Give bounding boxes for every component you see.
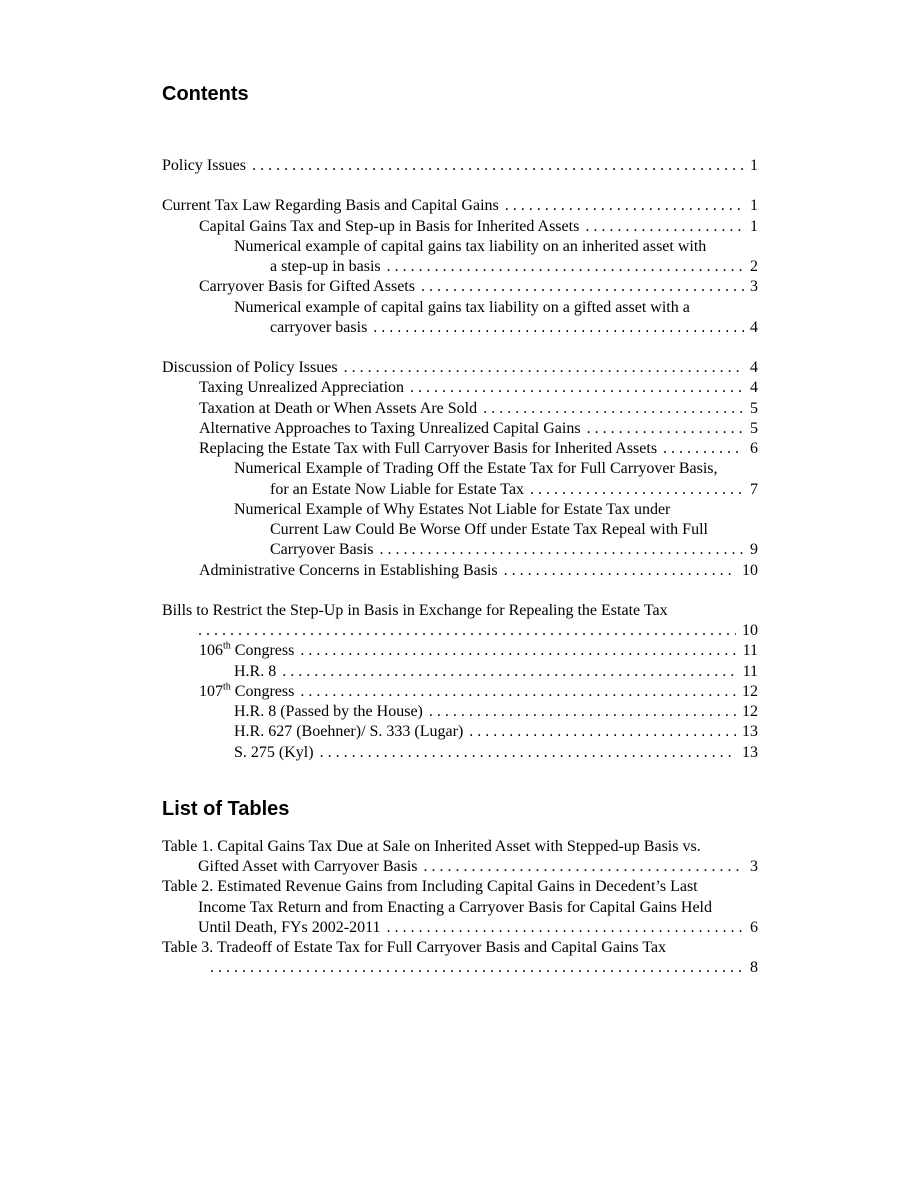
- contents-heading: Contents: [162, 83, 249, 105]
- leader-dots: [505, 196, 744, 216]
- toc-entry-page: 7: [750, 480, 758, 498]
- leader-dots: [421, 277, 744, 297]
- toc-entry-page: 10: [742, 622, 758, 639]
- table-entry-title: Table 3. Tradeoff of Estate Tax for Full Carryover Basis and Capital Gains Tax: [162, 939, 667, 956]
- toc-entry-page: 10: [742, 561, 758, 579]
- toc-entry-page: 6: [750, 440, 758, 457]
- toc-entry[interactable]: [162, 662, 758, 682]
- toc-entry[interactable]: [162, 196, 758, 216]
- toc-entry-title-cont: for an Estate Now Liable for Estate Tax: [270, 480, 525, 498]
- toc-entry-title: Numerical Example of Trading Off the Estate Tax for Full Carryover Basis,: [234, 460, 718, 478]
- toc-entry-title: S. 275 (Kyl): [234, 743, 314, 761]
- toc-entry[interactable]: [162, 702, 758, 722]
- toc-entry-title-cont: Current Law Could Be Worse Off under Estate Tax Repeal with Full: [270, 521, 708, 538]
- toc-entry-title: Carryover Basis for Gifted Assets: [199, 278, 415, 296]
- toc-entry-title: Replacing the Estate Tax with Full Carryover Basis for Inherited Assets: [199, 440, 658, 457]
- leader-dots: [410, 378, 744, 398]
- toc-entry-title-cont: a step-up in basis: [270, 258, 381, 275]
- toc-entry-title: H.R. 8: [234, 662, 277, 680]
- toc-entry-page: 13: [742, 723, 758, 741]
- toc-entry[interactable]: [162, 237, 758, 278]
- toc-entry-page: 4: [750, 379, 758, 397]
- toc-entry[interactable]: [162, 561, 758, 581]
- toc-entry[interactable]: [162, 217, 758, 237]
- toc-entry[interactable]: [162, 682, 758, 702]
- table-entry[interactable]: [162, 938, 758, 979]
- toc-entry-page: 12: [742, 703, 758, 720]
- toc-entry-page: 4: [750, 359, 758, 376]
- toc-entry[interactable]: [162, 358, 758, 378]
- toc-entry-page: 2: [750, 258, 758, 275]
- table-entry-page: 6: [750, 918, 758, 936]
- toc-entry-title: 106th Congress: [199, 640, 295, 660]
- toc-entry-page: 1: [750, 197, 758, 215]
- table-entry-page: 3: [750, 858, 758, 875]
- toc-entry[interactable]: [162, 641, 758, 661]
- toc-entry-page: 11: [742, 662, 758, 680]
- toc-entry-title: Numerical Example of Why Estates Not Liable for Estate Tax under: [234, 500, 671, 518]
- toc-entry-page: 11: [742, 642, 758, 660]
- leader-dots: [198, 621, 736, 641]
- toc-entry[interactable]: [162, 298, 758, 339]
- toc-entry-page: 5: [750, 419, 758, 437]
- toc-entry-title: Current Tax Law Regarding Basis and Capital Gains: [162, 197, 499, 215]
- leader-dots: [300, 641, 736, 661]
- toc-entry[interactable]: [162, 459, 758, 500]
- toc-entry[interactable]: [162, 722, 758, 742]
- toc-entry-title: Policy Issues: [162, 157, 246, 174]
- leader-dots: [483, 399, 744, 419]
- toc-entry-title: Bills to Restrict the Step-Up in Basis in Exchange for Repealing the Estate Tax: [162, 601, 668, 619]
- toc-entry[interactable]: [162, 439, 758, 459]
- table-entry[interactable]: [162, 837, 758, 878]
- toc-entry-title: Alternative Approaches to Taxing Unrealized Capital Gains: [199, 419, 581, 437]
- toc-entry-page: 9: [750, 541, 758, 559]
- table-of-contents: [162, 156, 758, 763]
- leader-dots: [663, 439, 744, 459]
- toc-entry-title: H.R. 8 (Passed by the House): [234, 703, 423, 720]
- toc-entry-page: 13: [742, 743, 758, 761]
- toc-entry-title: Taxing Unrealized Appreciation: [199, 379, 405, 397]
- leader-dots: [300, 682, 736, 702]
- table-entry-title-cont: Income Tax Return and from Enacting a Carryover Basis for Capital Gains Held: [198, 898, 712, 916]
- leader-dots: [424, 857, 744, 877]
- leader-dots: [387, 257, 744, 277]
- toc-entry-title: Discussion of Policy Issues: [162, 359, 338, 376]
- toc-entry-page: 5: [750, 399, 758, 417]
- document-page: [162, 80, 758, 979]
- toc-entry-title: Numerical example of capital gains tax liability on a gifted asset with a: [234, 298, 690, 316]
- leader-dots: [320, 743, 736, 763]
- toc-entry[interactable]: [162, 156, 758, 176]
- leader-dots: [210, 958, 744, 978]
- toc-entry-title: Numerical example of capital gains tax liability on an inherited asset with: [234, 237, 707, 255]
- leader-dots: [587, 419, 744, 439]
- toc-entry-page: 4: [750, 318, 758, 336]
- leader-dots: [504, 561, 736, 581]
- toc-entry-title-cont: carryover basis: [270, 318, 368, 336]
- toc-entry[interactable]: [162, 399, 758, 419]
- leader-dots: [429, 702, 736, 722]
- leader-dots: [585, 217, 744, 237]
- toc-entry-page: 1: [750, 157, 758, 174]
- toc-entry-title: Administrative Concerns in Establishing Basis: [199, 561, 498, 579]
- toc-entry[interactable]: [162, 743, 758, 763]
- leader-dots: [344, 358, 744, 378]
- toc-entry-title: Taxation at Death or When Assets Are Sold: [199, 399, 478, 417]
- table-entry-title: Table 1. Capital Gains Tax Due at Sale on Inherited Asset with Stepped-up Basis vs.: [162, 837, 701, 855]
- table-entry[interactable]: [162, 877, 758, 938]
- toc-entry[interactable]: [162, 500, 758, 561]
- toc-entry-title: 107th Congress: [199, 681, 295, 700]
- toc-entry-title: H.R. 627 (Boehner)/ S. 333 (Lugar): [234, 723, 464, 741]
- toc-entry-title-cont: Carryover Basis: [270, 541, 374, 559]
- toc-entry-page: 1: [750, 217, 758, 235]
- leader-dots: [387, 918, 744, 938]
- toc-entry[interactable]: [162, 277, 758, 297]
- toc-entry-page: 12: [742, 682, 758, 700]
- leader-dots: [469, 722, 736, 742]
- leader-dots: [380, 540, 744, 560]
- toc-entry[interactable]: [162, 378, 758, 398]
- table-entry-title-cont: Until Death, FYs 2002-2011: [198, 918, 381, 936]
- list-of-tables: [162, 837, 758, 979]
- list-of-tables-heading: List of Tables: [162, 797, 290, 820]
- leader-dots: [252, 156, 744, 176]
- leader-dots: [530, 480, 744, 500]
- toc-entry[interactable]: [162, 419, 758, 439]
- toc-entry-title: Capital Gains Tax and Step-up in Basis for Inherited Assets: [199, 217, 580, 235]
- toc-entry[interactable]: [162, 601, 758, 642]
- table-entry-title: Table 2. Estimated Revenue Gains from Including Capital Gains in Decedent’s Last: [162, 878, 698, 896]
- table-entry-title-cont: Gifted Asset with Carryover Basis: [198, 858, 418, 875]
- leader-dots: [373, 318, 744, 338]
- leader-dots: [282, 662, 736, 682]
- table-entry-page: 8: [750, 959, 758, 977]
- toc-entry-page: 3: [750, 278, 758, 296]
